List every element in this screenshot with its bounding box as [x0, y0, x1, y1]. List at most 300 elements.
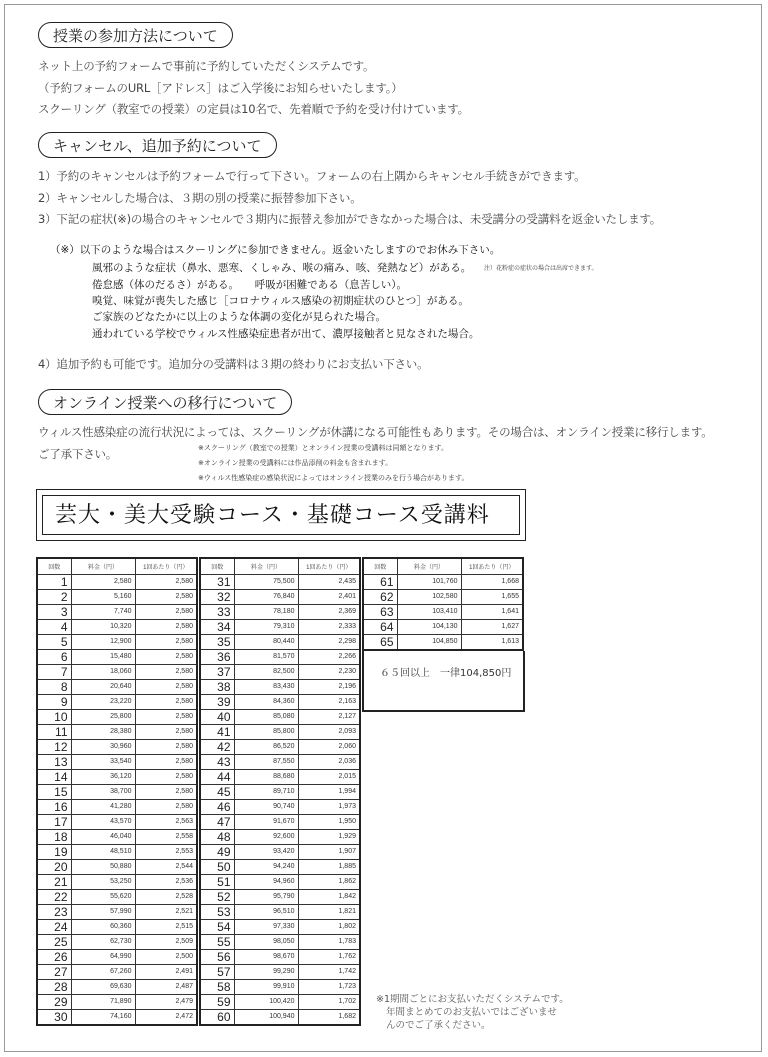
fee-row: [200, 664, 360, 679]
fee-per-session-cell: 2,015: [298, 769, 360, 784]
fee-count-cell: 18: [37, 829, 71, 844]
fee-row: [200, 604, 360, 619]
fee-per-session-cell: 2,509: [135, 934, 197, 949]
fee-row: [37, 574, 197, 589]
fee-per-session-cell: 2,491: [135, 964, 197, 979]
fee-per-session-cell: 2,500: [135, 949, 197, 964]
fee-price-cell: 5,160: [71, 589, 135, 604]
fee-row: [37, 964, 197, 979]
fee-per-session-cell: 2,580: [135, 679, 197, 694]
fee-per-session-cell: 2,553: [135, 844, 197, 859]
fee-row: [200, 574, 360, 589]
fee-count-cell: 7: [37, 664, 71, 679]
fee-row: [200, 904, 360, 919]
fee-row: [200, 994, 360, 1009]
fee-count-cell: 14: [37, 769, 71, 784]
fee-row: [37, 769, 197, 784]
fee-price-cell: 10,320: [71, 619, 135, 634]
fee-price-cell: 99,910: [234, 979, 298, 994]
fee-header-cell: 1回あたり（円）: [461, 558, 523, 574]
fee-count-cell: 32: [200, 589, 234, 604]
fee-count-cell: 42: [200, 739, 234, 754]
fee-per-session-cell: 1,973: [298, 799, 360, 814]
fee-per-session-cell: 2,333: [298, 619, 360, 634]
fee-row: [363, 574, 523, 589]
fee-price-cell: 88,680: [234, 769, 298, 784]
fee-per-session-cell: 2,479: [135, 994, 197, 1009]
cancel-note-item-1: 風邪のような症状（鼻水、悪寒、くしゃみ、喉の痛み、咳、発熱など）がある。: [92, 262, 472, 274]
fee-row: [37, 829, 197, 844]
fee-price-cell: 92,600: [234, 829, 298, 844]
online-line-2: ご了承下さい。: [38, 447, 118, 461]
fee-row: [200, 739, 360, 754]
fee-price-cell: 91,670: [234, 814, 298, 829]
fee-price-cell: 93,420: [234, 844, 298, 859]
fee-row: [200, 844, 360, 859]
flat-rate-note: ６５回以上 一律104,850円: [362, 651, 525, 712]
fee-row: [37, 709, 197, 724]
fee-price-cell: 2,580: [71, 574, 135, 589]
fee-count-cell: 29: [37, 994, 71, 1009]
fee-per-session-cell: 2,369: [298, 604, 360, 619]
fee-table-61-65: [362, 557, 524, 651]
fee-price-cell: 85,080: [234, 709, 298, 724]
fee-table-1-30: [36, 557, 198, 1026]
fee-per-session-cell: 1,613: [461, 634, 523, 650]
fee-row: [200, 979, 360, 994]
fee-count-cell: 30: [37, 1009, 71, 1025]
payment-footnote-line-1: ※1期間ごとにお支払いただくシステムです。: [376, 994, 569, 1005]
fee-per-session-cell: 1,655: [461, 589, 523, 604]
fee-row: [37, 619, 197, 634]
fee-row: [200, 769, 360, 784]
fee-count-cell: 63: [363, 604, 397, 619]
fee-header-cell: 回数: [37, 558, 71, 574]
fee-row: [200, 694, 360, 709]
fee-count-cell: 23: [37, 904, 71, 919]
fee-count-cell: 20: [37, 859, 71, 874]
fee-per-session-cell: 1,723: [298, 979, 360, 994]
fee-price-cell: 75,500: [234, 574, 298, 589]
fee-price-cell: 82,500: [234, 664, 298, 679]
fee-count-cell: 8: [37, 679, 71, 694]
fee-price-cell: 46,040: [71, 829, 135, 844]
fee-per-session-cell: 2,127: [298, 709, 360, 724]
fee-price-cell: 55,620: [71, 889, 135, 904]
fee-per-session-cell: 2,521: [135, 904, 197, 919]
fee-count-cell: 34: [200, 619, 234, 634]
cancel-note-head: （※）以下のような場合はスクーリングに参加できません。返金いたしますのでお休み下さい。: [50, 244, 501, 256]
fee-count-cell: 43: [200, 754, 234, 769]
fee-row: [200, 679, 360, 694]
online-small-2: ※オンライン授業の受講料には作品添削の料金も含まれます。: [198, 459, 393, 467]
fee-per-session-cell: 2,487: [135, 979, 197, 994]
fee-row: [37, 949, 197, 964]
fee-count-cell: 62: [363, 589, 397, 604]
fee-row: [37, 979, 197, 994]
fee-per-session-cell: 1,702: [298, 994, 360, 1009]
fee-per-session-cell: 2,036: [298, 754, 360, 769]
fee-per-session-cell: 2,472: [135, 1009, 197, 1025]
fee-header-cell: 1回あたり（円）: [298, 558, 360, 574]
fee-row: [200, 949, 360, 964]
fee-count-cell: 50: [200, 859, 234, 874]
fee-row: [200, 934, 360, 949]
participation-line-1: ネット上の予約フォームで事前に予約していただくシステムです。: [38, 59, 375, 73]
fee-row: [200, 709, 360, 724]
fee-per-session-cell: 1,929: [298, 829, 360, 844]
fee-count-cell: 61: [363, 574, 397, 589]
fee-count-cell: 64: [363, 619, 397, 634]
fee-per-session-cell: 2,558: [135, 829, 197, 844]
section-title-participation: 授業の参加方法について: [38, 22, 233, 48]
fee-price-cell: 95,790: [234, 889, 298, 904]
fee-count-cell: 15: [37, 784, 71, 799]
fee-price-cell: 69,630: [71, 979, 135, 994]
fee-per-session-cell: 1,682: [298, 1009, 360, 1025]
fee-per-session-cell: 1,783: [298, 934, 360, 949]
section-title-online: オンライン授業への移行について: [38, 389, 292, 415]
fee-per-session-cell: 1,802: [298, 919, 360, 934]
fee-per-session-cell: 2,580: [135, 604, 197, 619]
fee-per-session-cell: 2,196: [298, 679, 360, 694]
fee-per-session-cell: 2,528: [135, 889, 197, 904]
fee-row: [37, 799, 197, 814]
fee-row: [37, 739, 197, 754]
fee-row: [200, 754, 360, 769]
fee-count-cell: 54: [200, 919, 234, 934]
fee-count-cell: 38: [200, 679, 234, 694]
fee-count-cell: 33: [200, 604, 234, 619]
fee-header-row: [200, 558, 360, 574]
fee-price-cell: 7,740: [71, 604, 135, 619]
fee-price-cell: 15,480: [71, 649, 135, 664]
fee-price-cell: 104,130: [397, 619, 461, 634]
fee-price-cell: 23,220: [71, 694, 135, 709]
fee-count-cell: 11: [37, 724, 71, 739]
cancel-line-2: 2）キャンセルした場合は、３期の別の授業に振替参加下さい。: [38, 191, 362, 205]
fee-row: [200, 619, 360, 634]
fee-count-cell: 1: [37, 574, 71, 589]
fee-count-cell: 36: [200, 649, 234, 664]
fee-count-cell: 12: [37, 739, 71, 754]
fee-price-cell: 12,900: [71, 634, 135, 649]
fee-row: [37, 649, 197, 664]
cancel-note-small: 注）花粉症の症状の場合は出席できます。: [484, 265, 598, 272]
fee-price-cell: 98,050: [234, 934, 298, 949]
fee-price-cell: 78,180: [234, 604, 298, 619]
fee-count-cell: 26: [37, 949, 71, 964]
fee-price-cell: 74,160: [71, 1009, 135, 1025]
fee-price-cell: 60,360: [71, 919, 135, 934]
fee-price-cell: 18,060: [71, 664, 135, 679]
fee-row: [200, 889, 360, 904]
fee-price-cell: 79,310: [234, 619, 298, 634]
fee-price-cell: 53,250: [71, 874, 135, 889]
fee-count-cell: 2: [37, 589, 71, 604]
participation-line-2: （予約フォームのURL［アドレス］はご入学後にお知らせいたします。）: [38, 81, 403, 95]
fee-price-cell: 96,510: [234, 904, 298, 919]
fee-price-cell: 64,990: [71, 949, 135, 964]
fee-count-cell: 65: [363, 634, 397, 650]
fee-price-cell: 80,440: [234, 634, 298, 649]
fee-per-session-cell: 2,230: [298, 664, 360, 679]
fee-row: [200, 874, 360, 889]
fee-row: [37, 1009, 197, 1025]
fee-price-cell: 57,990: [71, 904, 135, 919]
fee-price-cell: 81,570: [234, 649, 298, 664]
fee-row: [37, 844, 197, 859]
fee-row: [37, 724, 197, 739]
fee-row: [200, 1009, 360, 1025]
fee-per-session-cell: 2,580: [135, 694, 197, 709]
fee-per-session-cell: 2,536: [135, 874, 197, 889]
cancel-line-1: 1）予約のキャンセルは予約フォームで行って下さい。フォームの右上隅からキャンセル手続きができます。: [38, 169, 586, 183]
fee-per-session-cell: 2,544: [135, 859, 197, 874]
fee-per-session-cell: 1,994: [298, 784, 360, 799]
fee-price-cell: 41,280: [71, 799, 135, 814]
fee-price-cell: 98,670: [234, 949, 298, 964]
fee-price-cell: 67,260: [71, 964, 135, 979]
fee-per-session-cell: 2,580: [135, 739, 197, 754]
cancel-line-4: 4）追加予約も可能です。追加分の受講料は３期の終わりにお支払い下さい。: [38, 357, 429, 371]
fee-per-session-cell: 2,580: [135, 589, 197, 604]
fee-count-cell: 52: [200, 889, 234, 904]
fee-row: [200, 649, 360, 664]
online-small-3: ※ウィルス性感染症の感染状況によってはオンライン授業のみを行う場合があります。: [198, 474, 469, 482]
fee-price-cell: 86,520: [234, 739, 298, 754]
fee-count-cell: 56: [200, 949, 234, 964]
fee-count-cell: 39: [200, 694, 234, 709]
fee-per-session-cell: 2,580: [135, 799, 197, 814]
fee-count-cell: 44: [200, 769, 234, 784]
fee-header-cell: 料金（円）: [234, 558, 298, 574]
fee-row: [200, 814, 360, 829]
fee-per-session-cell: 2,580: [135, 784, 197, 799]
fee-price-cell: 94,240: [234, 859, 298, 874]
fee-header-cell: 回数: [200, 558, 234, 574]
fee-per-session-cell: 1,821: [298, 904, 360, 919]
fee-row: [200, 589, 360, 604]
fee-per-session-cell: 1,885: [298, 859, 360, 874]
fee-per-session-cell: 1,742: [298, 964, 360, 979]
fee-price-cell: 48,510: [71, 844, 135, 859]
fee-row: [37, 664, 197, 679]
fee-count-cell: 27: [37, 964, 71, 979]
fee-count-cell: 45: [200, 784, 234, 799]
fee-price-cell: 89,710: [234, 784, 298, 799]
fee-count-cell: 21: [37, 874, 71, 889]
fee-title-box: [36, 489, 526, 541]
fee-count-cell: 41: [200, 724, 234, 739]
fee-per-session-cell: 2,580: [135, 709, 197, 724]
fee-per-session-cell: 2,093: [298, 724, 360, 739]
fee-price-cell: 25,800: [71, 709, 135, 724]
fee-per-session-cell: 1,627: [461, 619, 523, 634]
fee-per-session-cell: 1,950: [298, 814, 360, 829]
fee-row: [37, 604, 197, 619]
fee-per-session-cell: 2,401: [298, 589, 360, 604]
fee-row: [37, 589, 197, 604]
fee-row: [37, 934, 197, 949]
fee-price-cell: 90,740: [234, 799, 298, 814]
fee-count-cell: 37: [200, 664, 234, 679]
fee-price-cell: 100,940: [234, 1009, 298, 1025]
fee-price-cell: 43,570: [71, 814, 135, 829]
fee-header-cell: 1回あたり（円）: [135, 558, 197, 574]
cancel-line-3: 3）下記の症状(※)の場合のキャンセルで３期内に振替え参加ができなかった場合は、未受講分の受講料を返金いたします。: [38, 212, 662, 226]
fee-row: [200, 724, 360, 739]
fee-row: [363, 604, 523, 619]
fee-price-cell: 87,550: [234, 754, 298, 769]
fee-per-session-cell: 2,580: [135, 634, 197, 649]
participation-line-3: スクーリング（教室での授業）の定員は10名で、先着順で予約を受け付けています。: [38, 102, 469, 116]
section-title-cancel: キャンセル、追加予約について: [38, 132, 277, 158]
fee-header-cell: 料金（円）: [71, 558, 135, 574]
fee-price-cell: 62,730: [71, 934, 135, 949]
fee-price-cell: 85,800: [234, 724, 298, 739]
fee-count-cell: 60: [200, 1009, 234, 1025]
fee-row: [37, 904, 197, 919]
fee-price-cell: 99,290: [234, 964, 298, 979]
fee-count-cell: 10: [37, 709, 71, 724]
fee-count-cell: 59: [200, 994, 234, 1009]
fee-per-session-cell: 2,580: [135, 664, 197, 679]
fee-price-cell: 28,380: [71, 724, 135, 739]
fee-count-cell: 46: [200, 799, 234, 814]
fee-per-session-cell: 1,907: [298, 844, 360, 859]
fee-row: [37, 889, 197, 904]
fee-header-cell: 回数: [363, 558, 397, 574]
fee-per-session-cell: 1,862: [298, 874, 360, 889]
fee-price-cell: 71,890: [71, 994, 135, 1009]
cancel-note-item-3: 嗅覚、味覚が喪失した感じ［コロナウィルス感染の初期症状のひとつ］がある。: [92, 295, 469, 307]
fee-count-cell: 35: [200, 634, 234, 649]
fee-row: [37, 634, 197, 649]
fee-per-session-cell: 2,298: [298, 634, 360, 649]
fee-count-cell: 3: [37, 604, 71, 619]
cancel-note-item-5: 通われている学校でウィルス性感染症患者が出て、濃厚接触者と見なされた場合。: [92, 328, 480, 340]
fee-count-cell: 19: [37, 844, 71, 859]
fee-per-session-cell: 2,266: [298, 649, 360, 664]
fee-title: 芸大・美大受験コース・基礎コース受講料: [42, 495, 520, 535]
fee-price-cell: 38,700: [71, 784, 135, 799]
fee-price-cell: 97,330: [234, 919, 298, 934]
fee-count-cell: 55: [200, 934, 234, 949]
fee-per-session-cell: 2,163: [298, 694, 360, 709]
fee-per-session-cell: 2,515: [135, 919, 197, 934]
fee-per-session-cell: 2,580: [135, 649, 197, 664]
online-line-1: ウィルス性感染症の流行状況によっては、スクーリングが休講になる可能性もあります。その場合は、オンライン授業に移行します。: [38, 425, 713, 439]
cancel-note-item-2: 倦怠感（体のだるさ）がある。 呼吸が困難である（息苦しい）。: [92, 279, 407, 291]
fee-price-cell: 102,580: [397, 589, 461, 604]
fee-row: [200, 784, 360, 799]
fee-count-cell: 5: [37, 634, 71, 649]
fee-row: [37, 874, 197, 889]
fee-price-cell: 100,420: [234, 994, 298, 1009]
fee-count-cell: 4: [37, 619, 71, 634]
fee-price-cell: 84,360: [234, 694, 298, 709]
fee-count-cell: 24: [37, 919, 71, 934]
fee-price-cell: 36,120: [71, 769, 135, 784]
fee-count-cell: 13: [37, 754, 71, 769]
fee-price-cell: 50,880: [71, 859, 135, 874]
fee-row: [37, 919, 197, 934]
fee-row: [37, 754, 197, 769]
fee-per-session-cell: 2,580: [135, 769, 197, 784]
fee-row: [37, 814, 197, 829]
fee-price-cell: 20,640: [71, 679, 135, 694]
fee-count-cell: 16: [37, 799, 71, 814]
fee-count-cell: 28: [37, 979, 71, 994]
payment-footnote: [376, 993, 569, 1032]
fee-count-cell: 48: [200, 829, 234, 844]
fee-per-session-cell: 2,580: [135, 754, 197, 769]
fee-count-cell: 25: [37, 934, 71, 949]
fee-count-cell: 47: [200, 814, 234, 829]
fee-row: [363, 619, 523, 634]
fee-row: [363, 634, 523, 650]
fee-row: [37, 784, 197, 799]
fee-row: [200, 964, 360, 979]
fee-price-cell: 83,430: [234, 679, 298, 694]
fee-price-cell: 33,540: [71, 754, 135, 769]
fee-count-cell: 51: [200, 874, 234, 889]
fee-row: [37, 694, 197, 709]
fee-row: [37, 994, 197, 1009]
fee-per-session-cell: 1,762: [298, 949, 360, 964]
fee-row: [200, 799, 360, 814]
fee-count-cell: 40: [200, 709, 234, 724]
online-small-1: ※スクーリング（教室での授業）とオンライン授業の受講料は同額となります。: [198, 444, 448, 452]
fee-header-cell: 料金（円）: [397, 558, 461, 574]
fee-row: [200, 829, 360, 844]
fee-count-cell: 9: [37, 694, 71, 709]
payment-footnote-line-2: 年間まとめてのお支払いではございませ: [386, 1007, 558, 1018]
fee-count-cell: 58: [200, 979, 234, 994]
fee-per-session-cell: 2,580: [135, 574, 197, 589]
fee-per-session-cell: 2,563: [135, 814, 197, 829]
fee-per-session-cell: 1,668: [461, 574, 523, 589]
fee-row: [37, 679, 197, 694]
payment-footnote-line-3: んのでご了承ください。: [386, 1020, 491, 1031]
fee-per-session-cell: 2,580: [135, 619, 197, 634]
fee-per-session-cell: 1,842: [298, 889, 360, 904]
fee-header-row: [37, 558, 197, 574]
fee-per-session-cell: 2,580: [135, 724, 197, 739]
fee-row: [37, 859, 197, 874]
fee-count-cell: 31: [200, 574, 234, 589]
fee-per-session-cell: 1,641: [461, 604, 523, 619]
fee-row: [200, 634, 360, 649]
fee-count-cell: 22: [37, 889, 71, 904]
fee-count-cell: 17: [37, 814, 71, 829]
fee-count-cell: 6: [37, 649, 71, 664]
fee-count-cell: 53: [200, 904, 234, 919]
fee-price-cell: 104,850: [397, 634, 461, 650]
cancel-note-item-4: ご家族のどなたかに以上のような体調の変化が見られた場合。: [92, 311, 386, 323]
fee-price-cell: 103,410: [397, 604, 461, 619]
fee-row: [363, 589, 523, 604]
fee-price-cell: 30,960: [71, 739, 135, 754]
fee-per-session-cell: 2,435: [298, 574, 360, 589]
fee-price-cell: 101,760: [397, 574, 461, 589]
fee-row: [200, 859, 360, 874]
fee-table-31-60: [199, 557, 361, 1026]
fee-count-cell: 57: [200, 964, 234, 979]
fee-per-session-cell: 2,060: [298, 739, 360, 754]
fee-price-cell: 76,840: [234, 589, 298, 604]
